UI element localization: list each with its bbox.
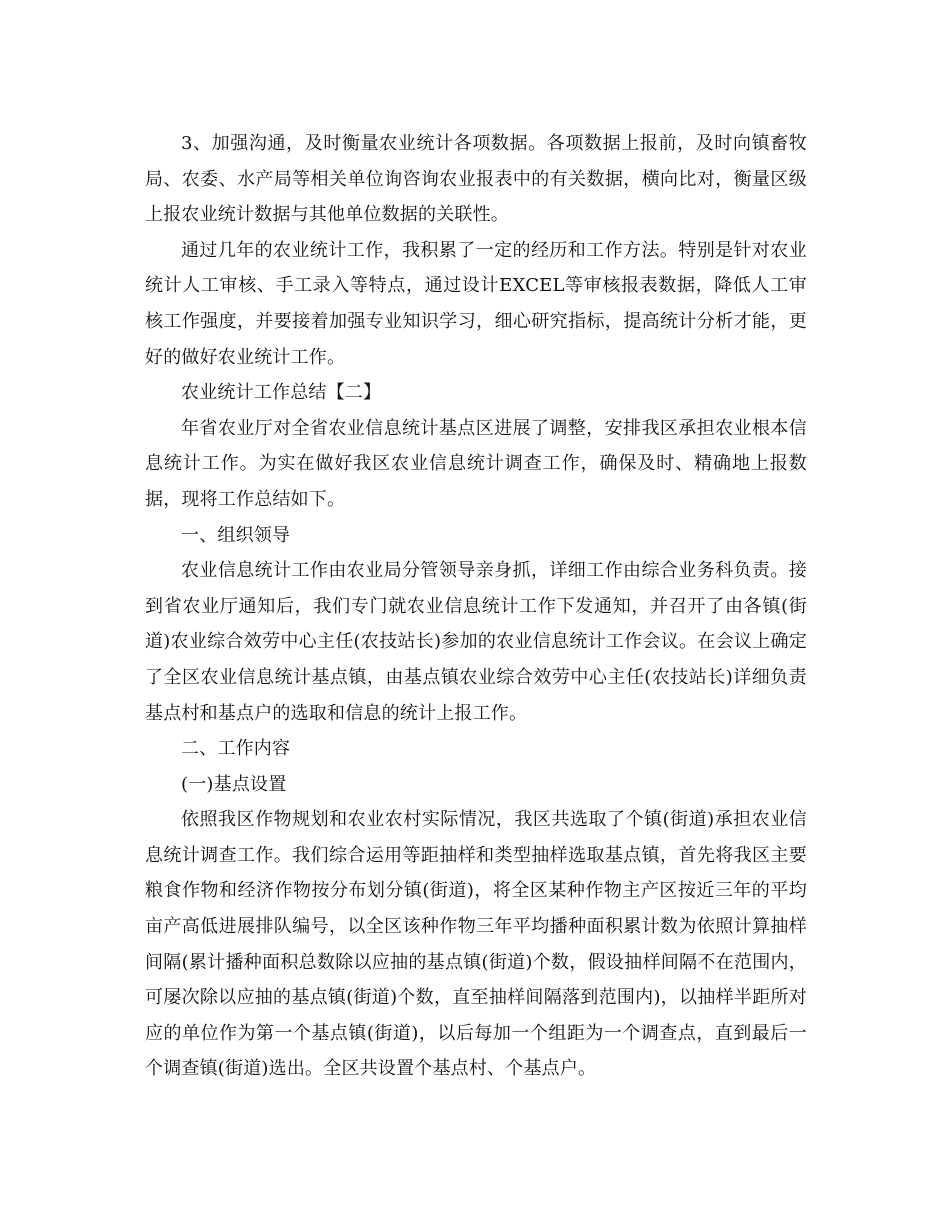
paragraph-experience: 通过几年的农业统计工作，我积累了一定的经历和工作方法。特别是针对农业统计人工审核、手工录入等特点，通过设计EXCEL等审核报表数据，降低人工审核工作强度，并要接着加强专业知识学习，细心研究指标，提高统计分析才能，更好的做好农业统计工作。 bbox=[145, 239, 807, 368]
paragraph-communication: 3、加强沟通，及时衡量农业统计各项数据。各项数据上报前，及时向镇畜牧局、农委、水产局等相关单位询咨询农业报表中的有关数据，横向比对，衡量区级上报农业统计数据与其他单位数据的关联性。 bbox=[145, 133, 807, 226]
paragraph-base-points: 依照我区作物规划和农业农村实际情况，我区共选取了个镇(街道)承担农业信息统计调查工作。我们综合运用等距抽样和类型抽样选取基点镇，首先将我区主要粮食作物和经济作物按分布划分镇(街道)，将全区某种作物主产区按近三年的平均亩产高低进展排队编号，以全区该种作物三年平均播种面积累计数为依照计算抽样间隔(累计播种面积总数除以应抽的基点镇(街道)个数，假设抽样间隔不在范围内，可屡次除以应抽的基点镇(街道)个数，直至抽样间隔落到范围内)，以抽样半距所对应的单位作为第一个基点镇(街道)，以后每加一个组距为一个调查点，直到最后一个调查镇(街道)选出。全区共设置个基点村、个基点户。 bbox=[145, 809, 807, 1080]
paragraph-leadership: 农业信息统计工作由农业局分管领导亲身抓，详细工作由综合业务科负责。接到省农业厅通知后，我们专门就农业信息统计工作下发通知，并召开了由各镇(街道)农业综合效劳中心主任(农技站长)参加的农业信息统计工作会议。在会议上确定了全区农业信息统计基点镇，由基点镇农业综合效劳中心主任(农技站长)详细负责基点村和基点户的选取和信息的统计上报工作。 bbox=[145, 560, 807, 724]
document-page bbox=[145, 126, 807, 1087]
section-heading-summary-two: 农业统计工作总结【二】 bbox=[181, 382, 382, 404]
paragraph-intro: 年省农业厅对全省农业信息统计基点区进展了调整，安排我区承担农业根本信息统计工作。为实在做好我区农业信息统计调查工作，确保及时、精确地上报数据，现将工作总结如下。 bbox=[145, 417, 807, 510]
subsection-heading-base-points: (一)基点设置 bbox=[181, 773, 287, 795]
section-heading-leadership: 一、组织领导 bbox=[181, 524, 291, 546]
section-heading-work-content: 二、工作内容 bbox=[181, 738, 291, 760]
